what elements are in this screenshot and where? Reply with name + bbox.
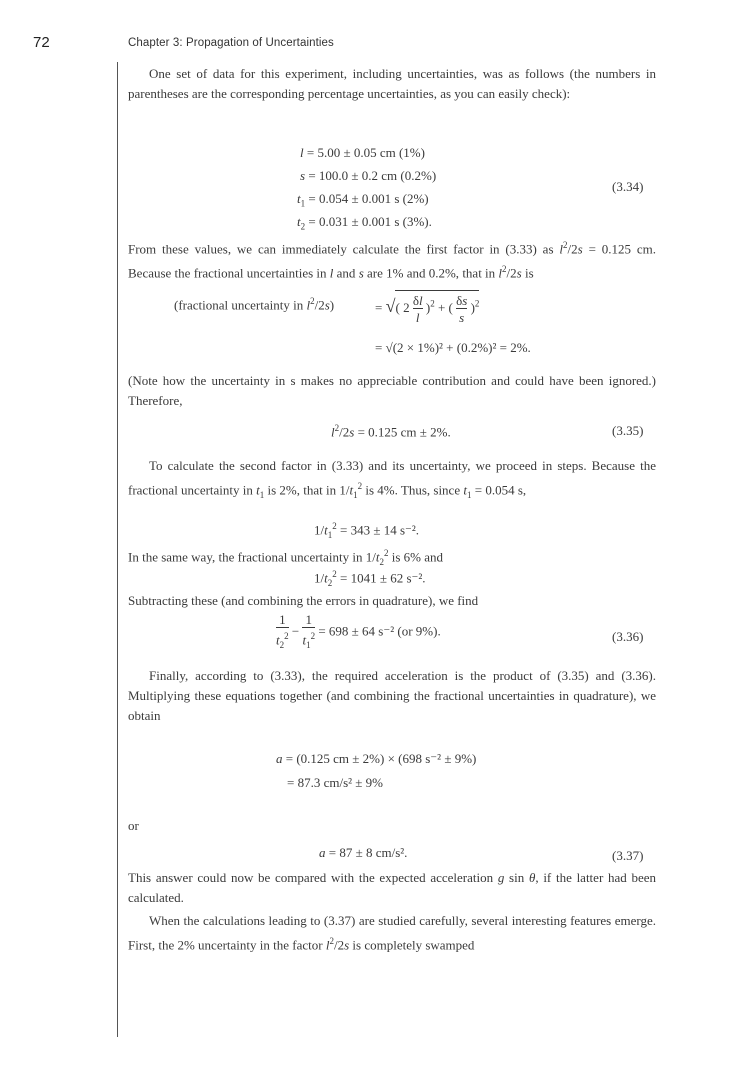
paragraph-intro: One set of data for this experiment, including uncertainties, was as follows (the numbers in parentheses are the corresponding percentage uncertainties, as you can easily check): — [128, 66, 656, 101]
paragraph-first-factor: From these values, we can immediately calculate the first factor in (3.33) as $l^2/2s = 0.125$ cm. Because the fractional uncertainties in l and s are 1% and 0.2%, that in $l^2/2s$ is — [128, 240, 657, 281]
fractional-uncertainty-sqrt: = √( 2 $\frac{\delta l}{l}$ )$^2$ + ( $\frac{\delta s}{s}$ )$^2$ — [375, 290, 479, 325]
equation-inv-t1: $1/t_1^2 = 343 \pm 14$ s⁻². — [314, 521, 420, 540]
equation-l: l = 5.00 ± 0.05 cm (1%) — [300, 145, 425, 160]
equation-acceleration-2: = 87.3 cm/s² ± 9% — [287, 775, 383, 790]
paragraph-note: (Note how the uncertainty in s makes no appreciable contribution and could have been ignored.) Therefore, — [128, 373, 656, 408]
equation-t1: $t_1 = 0.054 \pm 0.001$ s (2%) — [297, 191, 429, 209]
paragraph-finally: Finally, according to (3.33), the required acceleration is the product of (3.35) and (3.36). Multiplying these equations together (and combining the fractional uncertainties in quadrature), we obtain — [128, 668, 656, 723]
equation-336: $\frac{1}{t_2^2}$ − $\frac{1}{t_1^2}$ = 698 ± 64 s⁻² (or 9%). — [276, 612, 441, 653]
fractional-uncertainty-result: = √(2 × 1%)² + (0.2%)² = 2%. — [375, 340, 531, 355]
equation-337: a = 87 ± 8 cm/s². — [319, 845, 408, 860]
equation-t2: $t_2 = 0.031 \pm 0.001$ s (3%). — [297, 214, 432, 232]
equation-number-337: (3.37) — [612, 848, 644, 863]
paragraph-subtracting: Subtracting these (and combining the errors in quadrature), we find — [128, 593, 479, 608]
running-title: Chapter 3: Propagation of Uncertainties — [128, 37, 334, 49]
equation-335: $l^2/2s = 0.125$ cm ± 2%. — [331, 423, 451, 440]
equation-acceleration-1: a = (0.125 cm ± 2%) × (698 s⁻² ± 9%) — [276, 751, 477, 766]
fractional-uncertainty-equation: (fractional uncertainty in $l^2/2s$) — [174, 296, 335, 313]
margin-rule — [117, 62, 118, 1037]
equation-inv-t2: $1/t_2^2 = 1041 \pm 62$ s⁻². — [314, 569, 426, 588]
equation-number-335: (3.35) — [612, 423, 644, 438]
paragraph-second-factor: To calculate the second factor in (3.33) and its uncertainty, we proceed in steps. Because the fractional uncertainty in $t_1$ is 2%, that in $1/t_1^2$ is 4%. Thus, since $t_1 = 0.054$ s, — [128, 458, 656, 500]
equation-number-336: (3.36) — [612, 629, 644, 644]
paragraph-or: or — [128, 818, 139, 833]
equation-number-334: (3.34) — [612, 179, 644, 194]
paragraph-features: When the calculations leading to (3.37) are studied carefully, several interesting features emerge. First, the 2% uncertainty in the factor $l^2/2s$ is completely swamped — [128, 913, 656, 953]
paragraph-compare: This answer could now be compared with the expected acceleration g sin θ, if the latter had been calculated. — [128, 870, 657, 905]
page-number: 72 — [33, 34, 50, 51]
paragraph-same-way: In the same way, the fractional uncertainty in $1/t_2^2$ is 6% and — [128, 548, 444, 567]
equation-s: s = 100.0 ± 0.2 cm (0.2%) — [300, 168, 437, 183]
